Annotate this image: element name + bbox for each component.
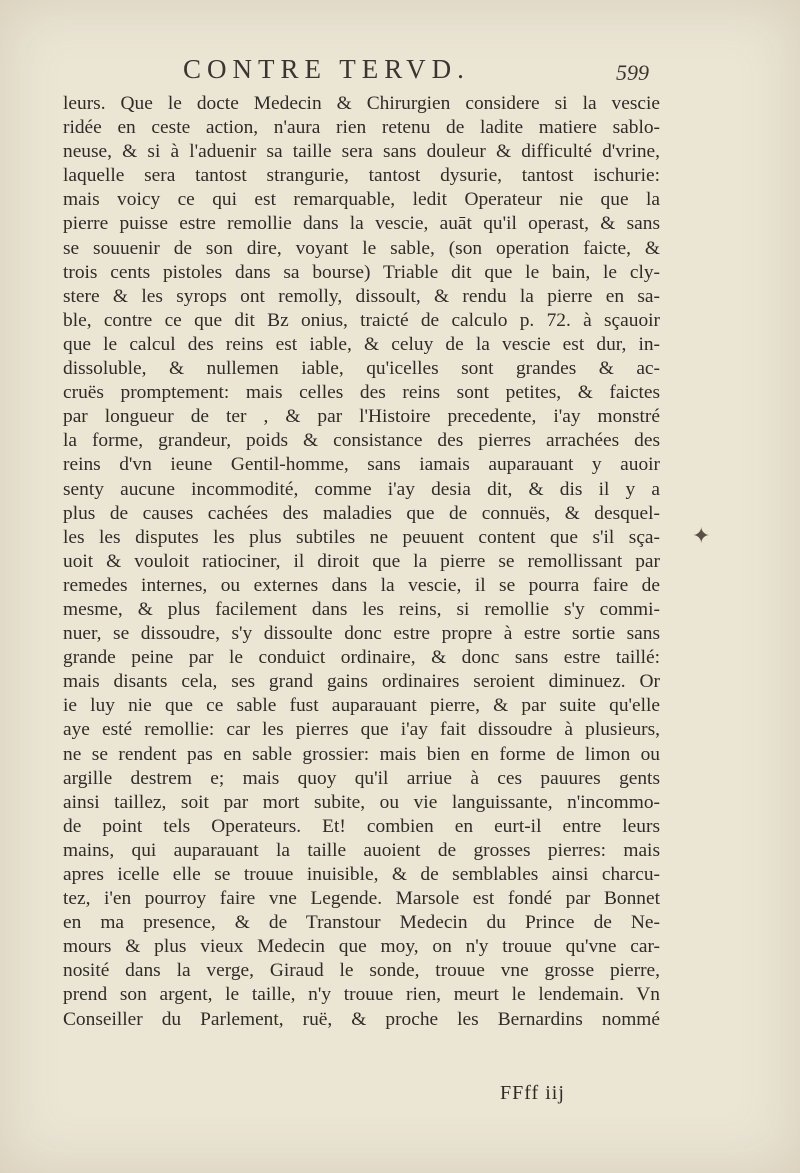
text-line: plus de causes cachées des maladies que de connuës, & desquel-: [63, 502, 660, 524]
text-line: leurs. Que le docte Medecin & Chirurgien considere si la vescie: [63, 93, 660, 114]
text-line: laquelle sera tantost strangurie, tantost dysurie, tantost ischurie:: [63, 165, 660, 187]
body-text: [63, 92, 660, 1032]
text-line: par longueur de ter , & par l'Histoire precedente, i'ay monstré: [63, 406, 660, 428]
text-line: trois cents pistoles dans sa bourse) Triable dit que le bain, le cly-: [63, 261, 660, 283]
text-line: mains, qui auparauant la taille auoient de grosses pierres: mais: [63, 839, 660, 861]
text-line: que le calcul des reins est iable, & celuy de la vescie est dur, in-: [63, 333, 660, 355]
text-line: ridée en ceste action, n'aura rien retenu de ladite matiere sablo-: [63, 117, 660, 139]
text-line: nosité dans la verge, Giraud le sonde, trouue vne grosse pierre,: [63, 960, 660, 982]
text-line: en ma presence, & de Transtour Medecin du Prince de Ne-: [63, 912, 660, 934]
text-line: de point tels Operateurs. Et! combien en eurt-il entre leurs: [63, 815, 660, 837]
text-line: les les disputes les plus subtiles ne peuuent content que s'il sça-: [63, 526, 660, 548]
text-line: apres icelle elle se trouue inuisible, & de semblables ainsi charcu-: [63, 864, 660, 885]
signature-mark: FFff iij: [500, 1082, 565, 1104]
text-line: dissoluble, & nullemen iable, qu'icelles sont grandes & ac-: [63, 358, 660, 380]
text-line: pierre puisse estre remollie dans la vescie, auāt qu'il operast, & sans: [63, 213, 660, 235]
running-title: CONTRE TERVD.: [183, 54, 470, 84]
text-line: nuer, se dissoudre, s'y dissoulte donc estre propre à estre sortie sans: [63, 623, 660, 645]
text-line: senty aucune incommodité, comme i'ay desia dit, & dis il y a: [63, 478, 660, 500]
text-line: neuse, & si à l'aduenir sa taille sera sans douleur & difficulté d'vrine,: [63, 141, 660, 163]
text-line: remedes internes, ou externes dans la vescie, il se pourra faire de: [63, 574, 660, 596]
text-line: mais voicy ce qui est remarquable, ledit Operateur nie que la: [63, 189, 660, 211]
text-line: Conseiller du Parlement, ruë, & proche les Bernardins nommé: [63, 1008, 660, 1030]
text-line: cruës promptement: mais celles des reins sont petites, & faictes: [63, 382, 660, 404]
text-line: aye esté remollie: car les pierres que i'ay fait dissoudre à plusieurs,: [63, 719, 660, 741]
text-line: tez, i'en pourroy faire vne Legende. Marsole est fondé par Bonnet: [63, 888, 660, 910]
page-header: [0, 54, 800, 94]
margin-mark-icon: ✦: [692, 524, 711, 549]
text-line: ainsi taillez, soit par mort subite, ou vie languissante, n'incommo-: [63, 791, 660, 813]
text-line: prend son argent, le taille, n'y trouue rien, meurt le lendemain. Vn: [63, 984, 660, 1006]
text-line: uoit & vouloit ratiociner, il diroit que la pierre se remollissant par: [63, 550, 660, 572]
text-line: mours & plus vieux Medecin que moy, on n'y trouue qu'vne car-: [63, 936, 660, 958]
text-line: mais disants cela, ses grand gains ordinaires seroient diminuez. Or: [63, 671, 660, 693]
text-line: se souuenir de son dire, voyant le sable, (son operation faicte, &: [63, 237, 660, 259]
text-line: ble, contre ce que dit Bz onius, traicté de calculo p. 72. à sçauoir: [63, 309, 660, 331]
text-line: ne se rendent pas en sable grossier: mais bien en forme de limon ou: [63, 743, 660, 765]
text-line: argille destrem e; mais quoy qu'il arriue à ces pauures gents: [63, 767, 660, 789]
page-number: 599: [616, 60, 649, 85]
text-line: ie luy nie que ce sable fust auparauant pierre, & par suite qu'elle: [63, 695, 660, 717]
text-line: la forme, grandeur, poids & consistance des pierres arrachées des: [63, 430, 660, 452]
text-line: reins d'vn ieune Gentil-homme, sans iamais auparauant y auoir: [63, 454, 660, 476]
text-line: mesme, & plus facilement dans les reins, si remollie s'y commi-: [63, 598, 660, 620]
text-line: grande peine par le conduict ordinaire, & donc sans estre taillé:: [63, 647, 660, 669]
text-line: stere & les syrops ont remolly, dissoult, & rendu la pierre en sa-: [63, 285, 660, 307]
